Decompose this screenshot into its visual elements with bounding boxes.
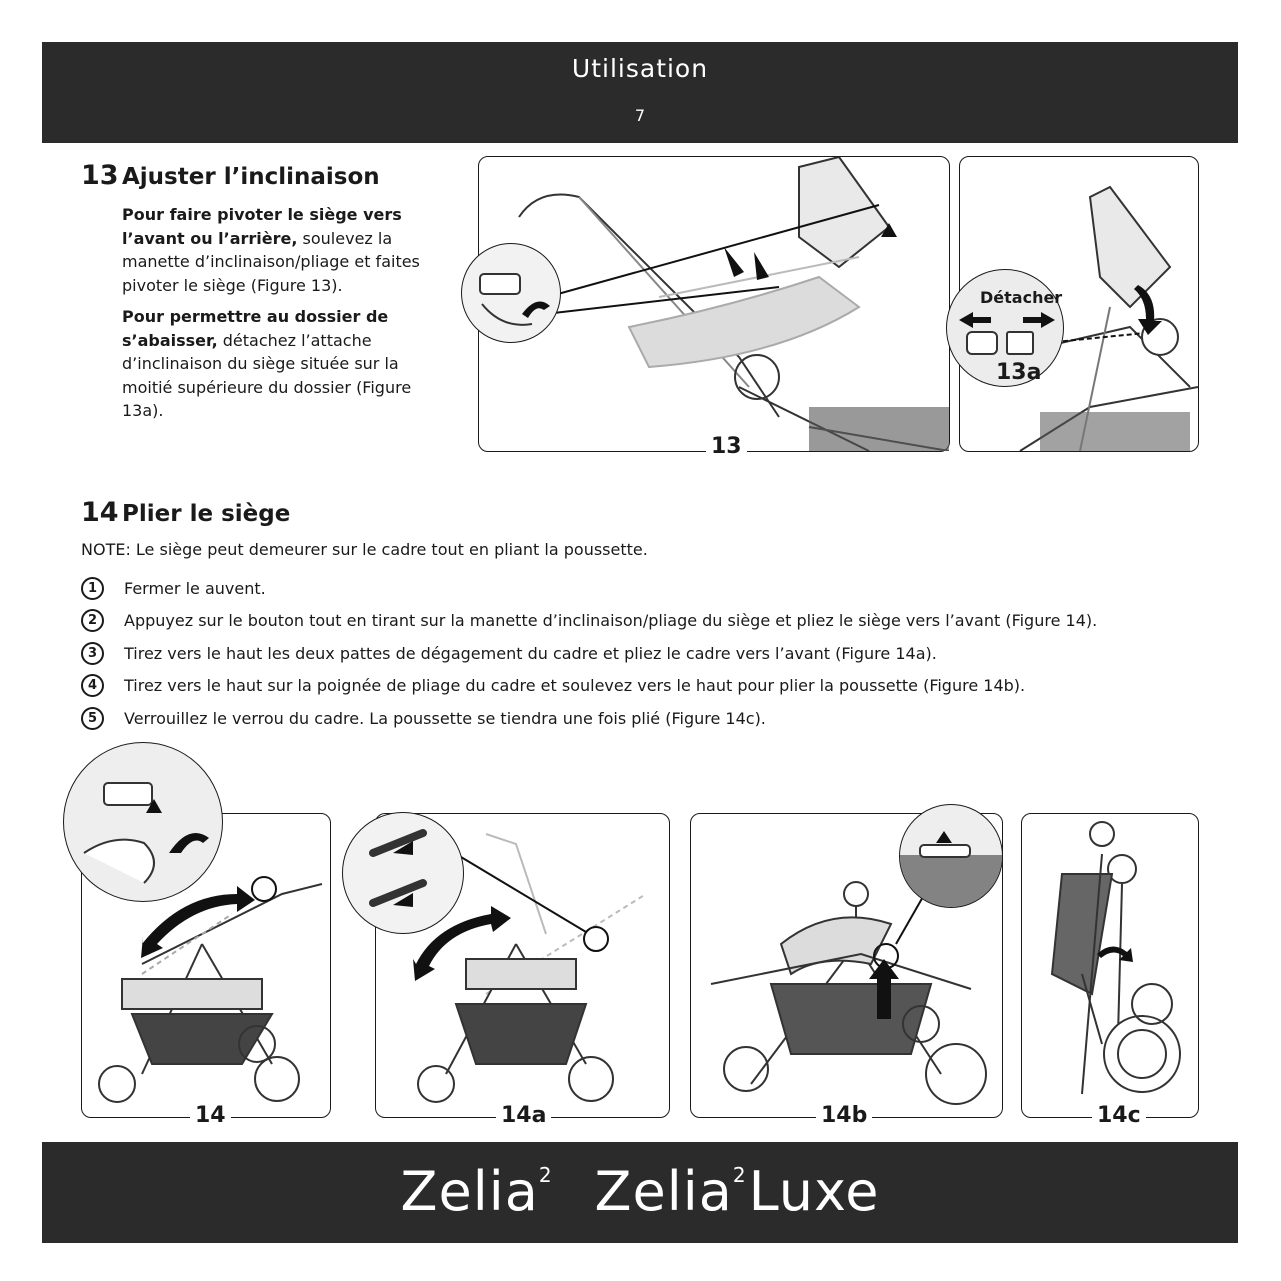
step-item	[81, 702, 1097, 735]
step-text: Appuyez sur le bouton tout en tirant sur la manette d’inclinaison/pliage du siège et pliez le siège vers l’avant (Figure 14).	[124, 611, 1098, 631]
section-13-p1-text: soulevez la manette d’inclinaison/pliage et faites pivoter le siège (Figure 13).	[122, 228, 420, 295]
brand-logo	[42, 1160, 1238, 1223]
step-number: 2	[81, 609, 104, 632]
step-item	[81, 605, 1097, 638]
step-number: 4	[81, 674, 104, 697]
page-footer	[42, 1142, 1238, 1243]
header-title: Utilisation	[571, 54, 709, 83]
section-14-number: 14	[81, 497, 119, 528]
figure-14b	[690, 813, 1003, 1128]
figure-14b-label: 14b	[816, 1104, 872, 1128]
figure-14a-detail-inset	[342, 812, 464, 934]
section-14-note: NOTE: Le siège peut demeurer sur le cadre tout en pliant la poussette.	[81, 540, 648, 559]
section-13-paragraph-1	[122, 203, 457, 297]
figure-13a-label: 13a	[996, 360, 1042, 385]
fold-steps-list	[81, 572, 1097, 735]
step-text: Verrouillez le verrou du cadre. La poussette se tiendra une fois plié (Figure 14c).	[124, 708, 766, 728]
figure-14c-label: 14c	[1092, 1104, 1146, 1128]
section-13-title: Ajuster l’inclinaison	[122, 164, 380, 190]
figure-14a-label: 14a	[496, 1104, 551, 1128]
step-text: Tirez vers le haut les deux pattes de dégagement du cadre et pliez le cadre vers l’avant (Figure 14a).	[124, 643, 937, 663]
section-13-p2-text: détachez l’attache d’inclinaison du siège située sur la moitié supérieure du dossier (Figure 13a).	[122, 330, 412, 420]
figure-14-detail-inset	[63, 742, 223, 902]
step-item	[81, 670, 1097, 703]
brand-name-b: Zelia	[594, 1160, 733, 1223]
figure-14c-illustration	[1022, 814, 1198, 1117]
page-number: 7	[634, 106, 646, 125]
step-item	[81, 572, 1097, 605]
figure-13	[478, 156, 950, 459]
figure-14a	[375, 813, 670, 1128]
step-number: 3	[81, 642, 104, 665]
step-item	[81, 637, 1097, 670]
step-text: Fermer le auvent.	[124, 578, 266, 598]
figure-14	[81, 813, 331, 1128]
figure-14b-detail-inset	[899, 804, 1003, 908]
section-13-p1-bold: Pour faire pivoter le siège vers l’avant ou l’arrière,	[122, 205, 402, 248]
step-number: 1	[81, 577, 104, 600]
page-header	[42, 42, 1238, 143]
brand-sup-a: 2	[538, 1163, 553, 1187]
section-14-title: Plier le siège	[122, 501, 291, 527]
section-13-paragraph-2	[122, 305, 442, 423]
figure-13a	[959, 156, 1199, 452]
section-13-p2-bold: Pour permettre au dossier de s’abaisser,	[122, 307, 389, 350]
figure-13a-callout: Détacher	[980, 288, 1063, 307]
step-number: 5	[81, 707, 104, 730]
brand-name-b-suffix: Luxe	[748, 1160, 880, 1223]
section-13-number: 13	[81, 160, 119, 191]
figure-14c	[1021, 813, 1199, 1128]
brand-sup-b: 2	[732, 1163, 747, 1187]
step-text: Tirez vers le haut sur la poignée de pliage du cadre et soulevez vers le haut pour plier la poussette (Figure 14b).	[124, 676, 1026, 696]
figure-14-label: 14	[190, 1104, 231, 1128]
figure-13-label: 13	[706, 435, 747, 459]
figure-13-detail-inset	[461, 243, 561, 343]
brand-name-a: Zelia	[400, 1160, 539, 1223]
